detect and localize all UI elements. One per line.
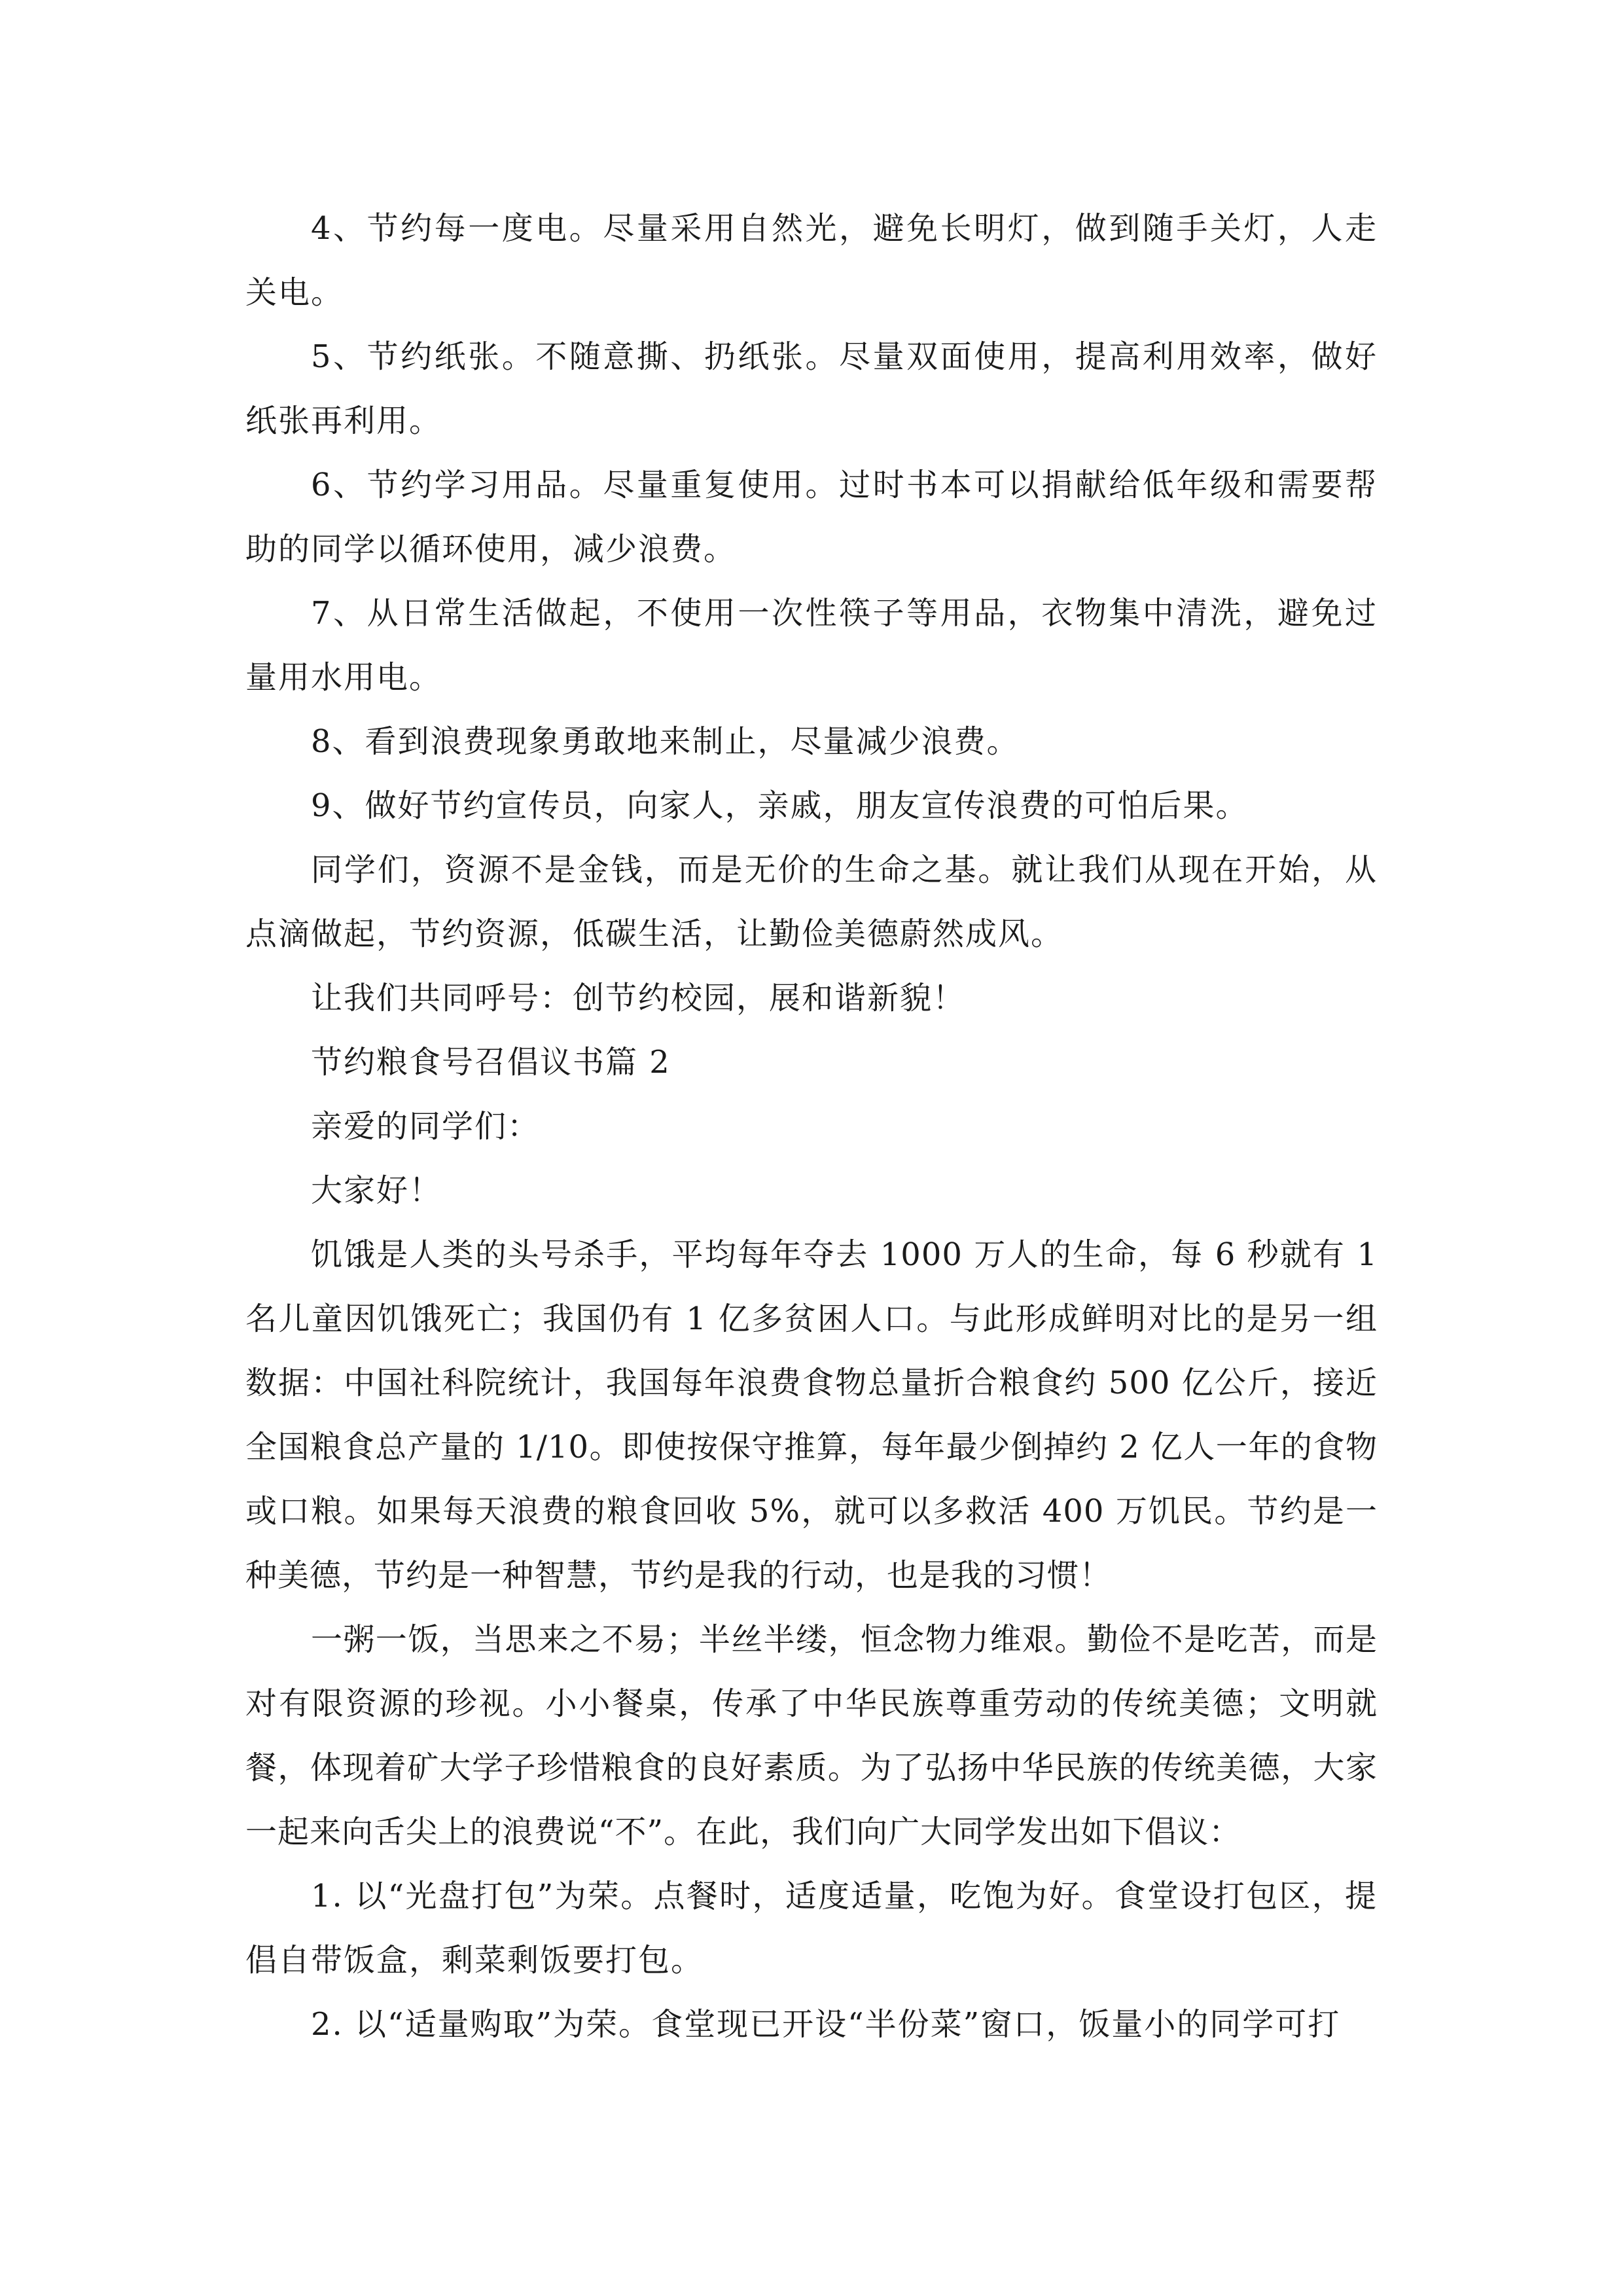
paragraph-item-8: 8、看到浪费现象勇敢地来制止，尽量减少浪费。 bbox=[311, 723, 1020, 760]
paragraph-hunger-facts: 饥饿是人类的头号杀手，平均每年夺去 1000 万人的生命，每 6 秒就有 1 名儿童因饥饿死亡；我国仍有 1 亿多贫困人口。与此形成鲜明对比的是另一组数据：中国社科院统计，我国每年浪费食物总量折合粮食约 500 亿公斤，接近全国粮食总产量的 1/10。即使按保守推算，每年最少倒掉约 2 亿人一年的食物或口粮。如果每天浪费的粮食回收 5%，就可以多救活 400 万饥民。节约是一种美德，节约是一种智慧，节约是我的行动，也是我的习惯！ bbox=[245, 1236, 1378, 1594]
proposal-item-1: 1. 以“光盘打包”为荣。点餐时，适度适量，吃饱为好。食堂设打包区，提倡自带饭盒，剩菜剩饭要打包。 bbox=[245, 1878, 1378, 1979]
salutation: 亲爱的同学们： bbox=[311, 1108, 541, 1145]
proposal-item-2: 2. 以“适量购取”为荣。食堂现已开设“半份菜”窗口，饭量小的同学可打 bbox=[311, 2006, 1341, 2043]
paragraph-closing: 同学们，资源不是金钱，而是无价的生命之基。就让我们从现在开始，从点滴做起，节约资源，低碳生活，让勤俭美德蔚然成风。 bbox=[245, 852, 1378, 952]
paragraph-item-5: 5、节约纸张。不随意撕、扔纸张。尽量双面使用，提高利用效率，做好纸张再利用。 bbox=[245, 338, 1378, 439]
paragraph-item-9: 9、做好节约宣传员，向家人，亲戚，朋友宣传浪费的可怕后果。 bbox=[311, 787, 1249, 824]
paragraph-slogan: 让我们共同呼号：创节约校园，展和谐新貌！ bbox=[311, 980, 966, 1016]
section-title: 节约粮食号召倡议书篇 2 bbox=[311, 1044, 671, 1081]
document-body bbox=[245, 196, 1378, 2056]
paragraph-item-4: 4、节约每一度电。尽量采用自然光，避免长明灯，做到随手关灯，人走关电。 bbox=[245, 210, 1378, 311]
paragraph-thrift: 一粥一饭，当思来之不易；半丝半缕，恒念物力维艰。勤俭不是吃苦，而是对有限资源的珍视。小小餐桌，传承了中华民族尊重劳动的传统美德；文明就餐，体现着矿大学子珍惜粮食的良好素质。为了弘扬中华民族的传统美德，大家一起来向舌尖上的浪费说“不”。在此，我们向广大同学发出如下倡议： bbox=[245, 1621, 1378, 1850]
paragraph-item-7: 7、从日常生活做起，不使用一次性筷子等用品，衣物集中清洗，避免过量用水用电。 bbox=[245, 595, 1378, 696]
paragraph-item-6: 6、节约学习用品。尽量重复使用。过时书本可以捐献给低年级和需要帮助的同学以循环使用，减少浪费。 bbox=[245, 467, 1378, 567]
greeting: 大家好！ bbox=[311, 1172, 442, 1209]
